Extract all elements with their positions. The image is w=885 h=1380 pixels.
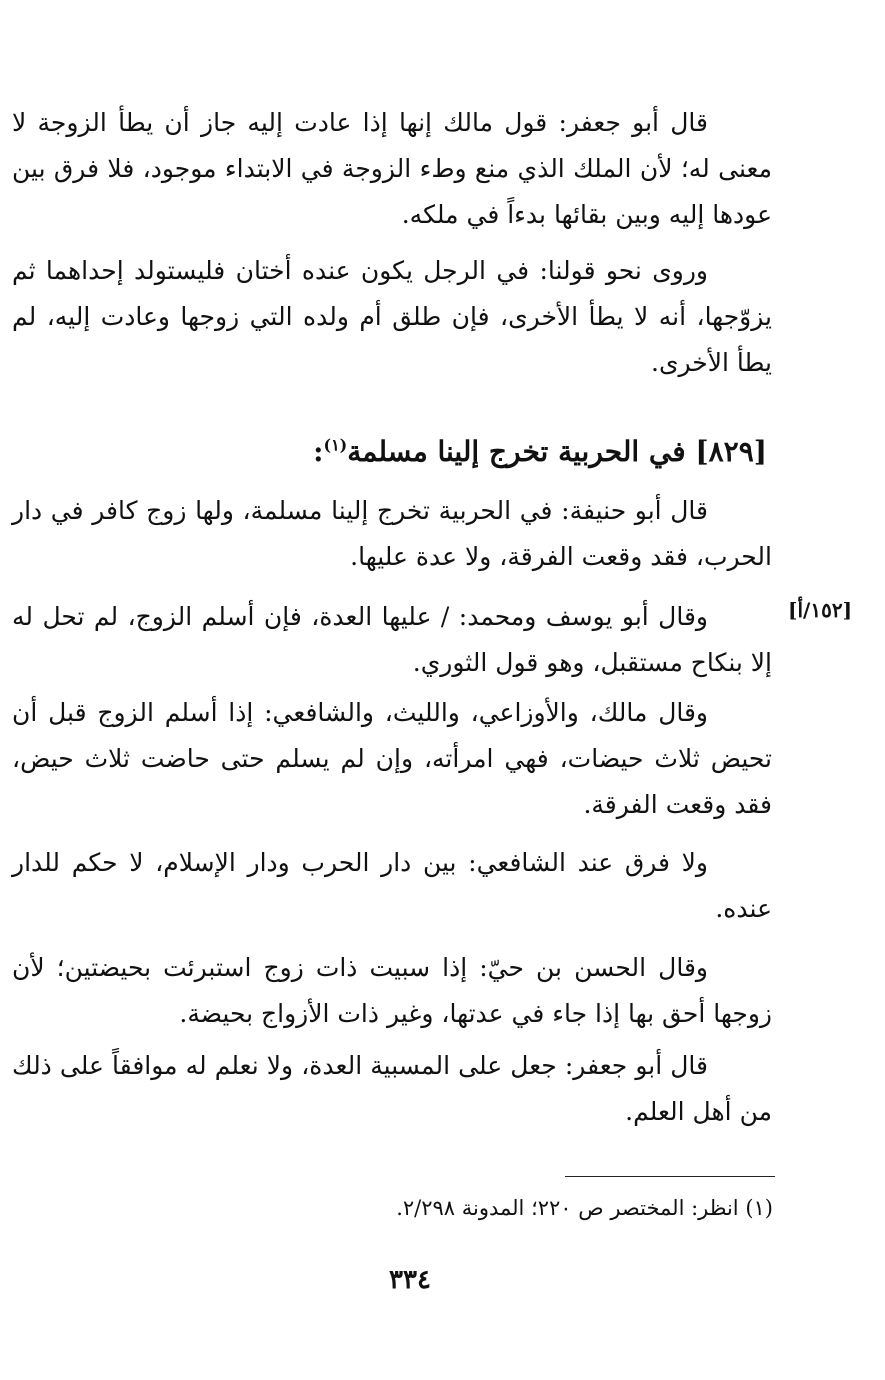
footnote: (١) انظر: المختصر ص ٢٢٠؛ المدونة ٢/٢٩٨. (396, 1196, 773, 1220)
margin-folio-note: [١٥٢/أ] (788, 598, 853, 622)
paragraph-3: قال أبو حنيفة: في الحربية تخرج إلينا مسلمة، ولها زوج كافر في دار الحرب، فقد وقعت الفرقة، ولا عدة عليها. (12, 496, 772, 571)
paragraph-7: وقال الحسن بن حيّ: إذا سبيت ذات زوج استبرئت بحيضتين؛ لأن زوجها أحق بها إذا جاء في عدتها، وغير ذات الأزواج بحيضة. (12, 953, 772, 1028)
section-heading (313, 432, 767, 472)
page-number: ٣٣٤ (389, 1265, 431, 1295)
paragraph-2: وروى نحو قولنا: في الرجل يكون عنده أختان فليستولد إحداهما ثم يزوّجها، أنه لا يطأ الأخرى، فإن طلق أم ولده التي زوجها وعادت إليه، لم يطأ الأخرى. (12, 256, 772, 377)
paragraph-5: وقال مالك، والأوزاعي، والليث، والشافعي: إذا أسلم الزوج قبل أن تحيض ثلاث حيضات، فهي امرأته، وإن لم يسلم حتى حاضت ثلاث حيض، فقد وقعت الفرقة. (12, 698, 772, 819)
heading-footnote-ref: (١) (323, 435, 348, 455)
paragraph-6: ولا فرق عند الشافعي: بين دار الحرب ودار الإسلام، لا حكم للدار عنده. (12, 848, 772, 923)
footnote-divider (565, 1176, 775, 1177)
paragraph-1: قال أبو جعفر: قول مالك إنها إذا عادت إليه جاز أن يطأ الزوجة لا معنى له؛ لأن الملك الذي منع وطء الزوجة في الابتداء موجود، فلا فرق بين عودها إليه وبين بقائها بدءاً في ملكه. (12, 108, 772, 229)
paragraph-8: قال أبو جعفر: جعل على المسبية العدة، ولا نعلم له موافقاً على ذلك من أهل العلم. (12, 1051, 772, 1126)
heading-suffix: : (313, 435, 324, 468)
paragraph-4: وقال أبو يوسف ومحمد: / عليها العدة، فإن أسلم الزوج، لم تحل له إلا بنكاح مستقبل، وهو قول الثوري. (12, 602, 772, 677)
heading-text: [٨٢٩] في الحربية تخرج إلينا مسلمة (347, 435, 767, 468)
